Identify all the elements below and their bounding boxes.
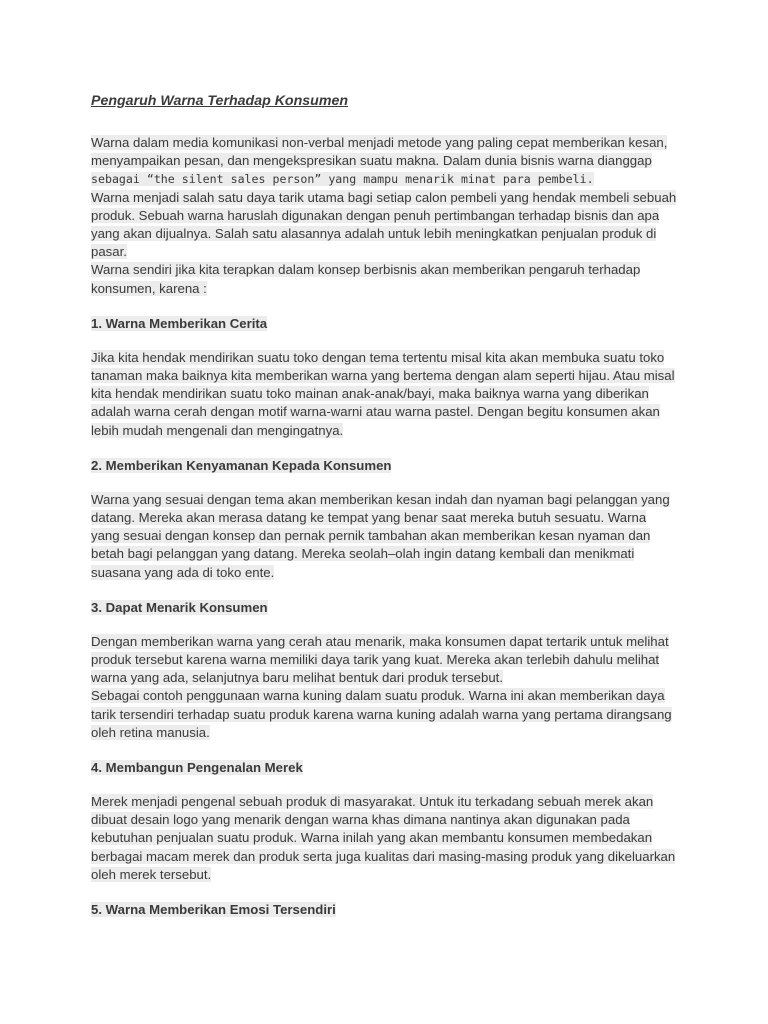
text-line-content: betah bagi pelanggan yang datang. Mereka seolah–olah ingin datang kembali dan menikmati [91,546,635,562]
text-line-content: dibuat desain logo yang menarik dengan warna khas dimana nantinya akan digunakan pada [91,812,630,828]
section-paragraph [91,491,708,582]
text-line-content: oleh retina manusia. [91,724,210,740]
text-line-content: Warna sendiri jika kita terapkan dalam konsep berbisnis akan memberikan pengaruh terhadap [91,262,641,278]
text-line-content: lebih mudah mengenali dan mengingatnya. [91,422,344,438]
intro-paragraph [91,134,708,298]
text-line-content: berbagai macam merek dan produk serta juga kualitas dari masing-masing produk yang dikeluarkan [91,848,676,864]
spacer [91,475,708,491]
text-line-content: Warna menjadi salah satu daya tarik utama bagi setiap calon pembeli yang hendak membeli sebuah [91,189,677,205]
section-heading [91,599,708,617]
section-heading [91,901,708,919]
text-line [91,225,708,243]
text-line-content: kebutuhan penjualan suatu produk. Warna inilah yang akan membantu konsumen membedakan [91,830,653,846]
document-title: Pengaruh Warna Terhadap Konsumen [91,93,348,109]
section-heading-text: 5. Warna Memberikan Emosi Tersendiri [91,902,336,918]
section-heading-text: 2. Memberikan Kenyamanan Kepada Konsumen [91,457,392,473]
spacer [91,777,708,793]
text-line-content: tanaman maka baiknya kita memberikan warna yang bertema dengan alam seperti hijau. Atau misal [91,368,675,384]
text-line [91,243,708,261]
text-line-content: yang mampu menarik minat para pembeli. [321,172,594,187]
text-line [91,280,708,298]
text-line [91,633,708,651]
section-heading [91,759,708,777]
spacer [91,884,708,901]
text-line [91,848,708,866]
text-line-content: Warna dalam media komunikasi non-verbal menjadi metode yang paling cepat memberikan kesan, [91,135,668,150]
text-line-content: menyampaikan pesan, dan mengekspresikan suatu makna. Dalam dunia bisnis warna dianggap [91,153,652,169]
text-line [91,669,708,687]
text-line-content: pasar. [91,244,127,260]
text-line [91,829,708,847]
section-heading-text: 3. Dapat Menarik Konsumen [91,599,268,615]
text-line-content: produk tersebut karena warna memiliki daya tarik yang kuat. Mereka akan terlebih dahulu melihat [91,652,660,668]
text-line [91,706,708,724]
text-line-content: adalah warna cerah dengan motif warna-warni atau warna pastel. Dengan begitu konsumen akan [91,404,660,420]
spacer [91,742,708,759]
text-line-content: kita hendak mendirikan suatu toko mainan anak-anak/bayi, maka baiknya warna yang diberikan [91,386,649,402]
text-line-content: Jika kita hendak mendirikan suatu toko dengan tema tertentu misal kita akan membuka suatu toko [91,349,665,365]
monospace-quote: sebagai “the silent sales person” [91,172,322,187]
text-line [91,134,708,152]
text-line-content: Warna yang sesuai dengan tema akan memberikan kesan indah dan nyaman bagi pelanggan yang [91,491,670,507]
text-line [91,189,708,207]
text-line [91,527,708,545]
sections-container [91,298,708,919]
spacer [91,298,708,315]
text-line [91,385,708,403]
spacer [91,333,708,349]
text-line [91,811,708,829]
spacer [91,440,708,457]
text-line [91,170,708,188]
text-line-content: tarik tersendiri terhadap suatu produk karena warna kuning adalah warna yang pertama dirangsang [91,706,672,722]
text-line-content: produk. Sebuah warna haruslah digunakan dengan penuh pertimbangan terhadap bisnis dan apa [91,207,660,223]
text-line-content: konsumen, karena : [91,280,207,296]
text-line [91,207,708,225]
text-line [91,545,708,563]
section-heading-text: 4. Membangun Pengenalan Merek [91,760,303,776]
text-line [91,422,708,440]
section-paragraph [91,633,708,742]
text-line-content: Sebagai contoh penggunaan warna kuning dalam suatu produk. Warna ini akan memberikan daya [91,688,665,704]
text-line-content: Dengan memberikan warna yang cerah atau menarik, maka konsumen dapat tertarik untuk melihat [91,633,669,649]
text-line-content: suasana yang ada di toko ente. [91,564,275,580]
section-heading [91,315,708,333]
section-paragraph [91,793,708,884]
text-line-content: oleh merek tersebut. [91,866,212,882]
text-line [91,651,708,669]
text-line [91,403,708,421]
text-line [91,724,708,742]
text-line [91,866,708,884]
text-line-content: datang. Mereka akan merasa datang ke tempat yang benar saat mereka butuh sesuatu. Warna [91,510,647,526]
text-line-content: yang akan dijualnya. Salah satu alasannya adalah untuk lebih meningkatkan penjualan produk di [91,226,657,242]
text-line [91,367,708,385]
spacer [91,582,708,599]
text-line [91,261,708,279]
text-line [91,349,708,367]
text-line [91,793,708,811]
text-line [91,152,708,170]
text-line-content: Merek menjadi pengenal sebuah produk di masyarakat. Untuk itu terkadang sebuah merek akan [91,794,654,810]
spacer [91,617,708,633]
section-paragraph [91,349,708,440]
section-heading-text: 1. Warna Memberikan Cerita [91,315,268,331]
text-line-content: warna yang ada, selanjutnya baru melihat bentuk dari produk tersebut. [91,670,503,686]
text-line [91,509,708,527]
text-line-content: yang sesuai dengan konsep dan pernak pernik tambahan akan memberikan kesan nyaman dan [91,528,651,544]
section-heading [91,457,708,475]
text-line [91,687,708,705]
text-line [91,491,708,509]
text-line [91,564,708,582]
